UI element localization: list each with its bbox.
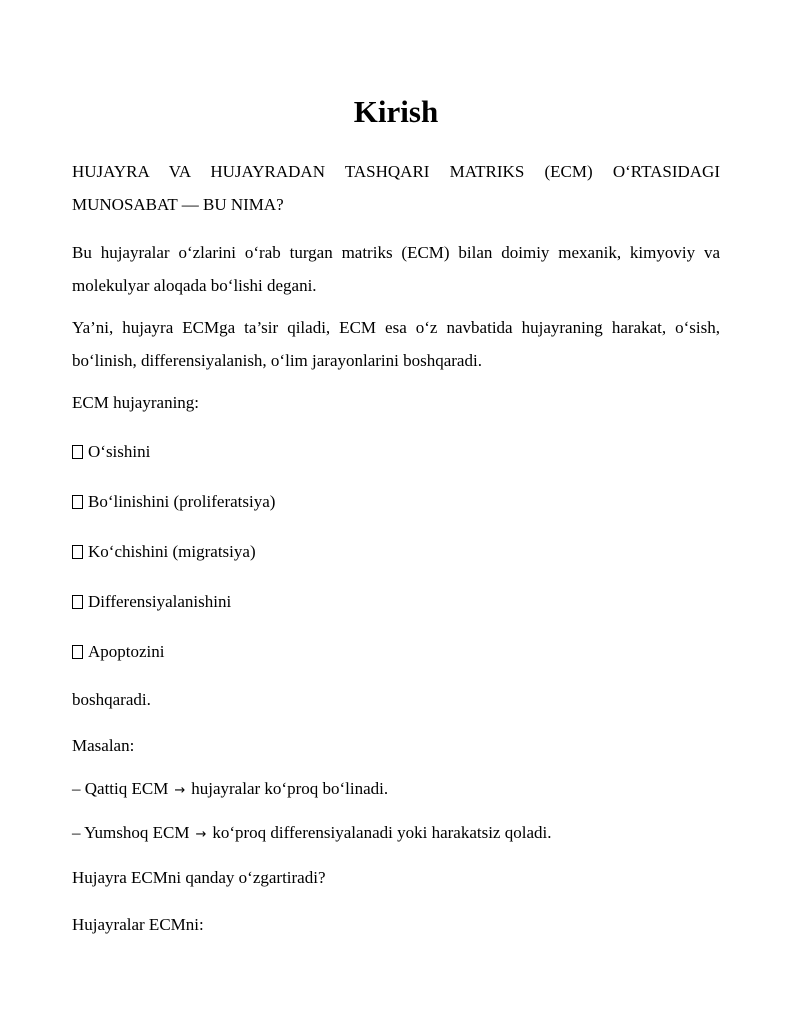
list-outro: boshqaradi.	[72, 690, 151, 709]
question-line: Hujayra ECMni qanday o‘zgartiradi?	[72, 868, 326, 887]
bullet-box-icon	[72, 445, 83, 459]
list-item-label: Ko‘chishini (migratsiya)	[88, 542, 256, 561]
right-arrow-icon: →	[174, 783, 186, 798]
paragraph-explanation: Ya’ni, hujayra ECMga ta’sir qiladi, ECM esa o‘z navbatida hujayraning harakat, o‘sish, bo‘linish, differensiyalanish, o‘lim jarayonlarini boshqaradi.	[72, 318, 720, 370]
example-line	[72, 772, 720, 807]
section-heading: HUJAYRA VA HUJAYRADAN TASHQARI MATRIKS (ECM) O‘RTASIDAGI MUNOSABAT — BU NIMA?	[72, 162, 720, 214]
example-prefix: – Qattiq ECM	[72, 779, 169, 798]
right-arrow-icon: →	[195, 827, 207, 842]
example-result: ko‘proq differensiyalanadi yoki harakatsiz qoladi.	[212, 823, 552, 842]
bullet-box-icon	[72, 495, 83, 509]
next-intro: Hujayralar ECMni:	[72, 915, 204, 934]
list-item-label: Apoptozini	[88, 642, 165, 661]
paragraph-definition: Bu hujayralar o‘zlarini o‘rab turgan matriks (ECM) bilan doimiy mexanik, kimyoviy va molekulyar aloqada bo‘lishi degani.	[72, 243, 720, 295]
bullet-box-icon	[72, 645, 83, 659]
example-label: Masalan:	[72, 736, 135, 755]
list-item	[72, 485, 720, 518]
list-item-label: Differensiyalanishini	[88, 592, 232, 611]
page-title: Kirish	[353, 94, 439, 129]
list-item	[72, 435, 720, 468]
list-item	[72, 535, 720, 568]
bullet-box-icon	[72, 545, 83, 559]
list-item-label: O‘sishini	[88, 442, 151, 461]
list-item-label: Bo‘linishini (proliferatsiya)	[88, 492, 276, 511]
list-intro: ECM hujayraning:	[72, 393, 200, 412]
example-result: hujayralar ko‘proq bo‘linadi.	[191, 779, 389, 798]
example-line	[72, 816, 720, 851]
bullet-box-icon	[72, 595, 83, 609]
list-item	[72, 635, 720, 668]
list-item	[72, 585, 720, 618]
example-prefix: – Yumshoq ECM	[72, 823, 190, 842]
